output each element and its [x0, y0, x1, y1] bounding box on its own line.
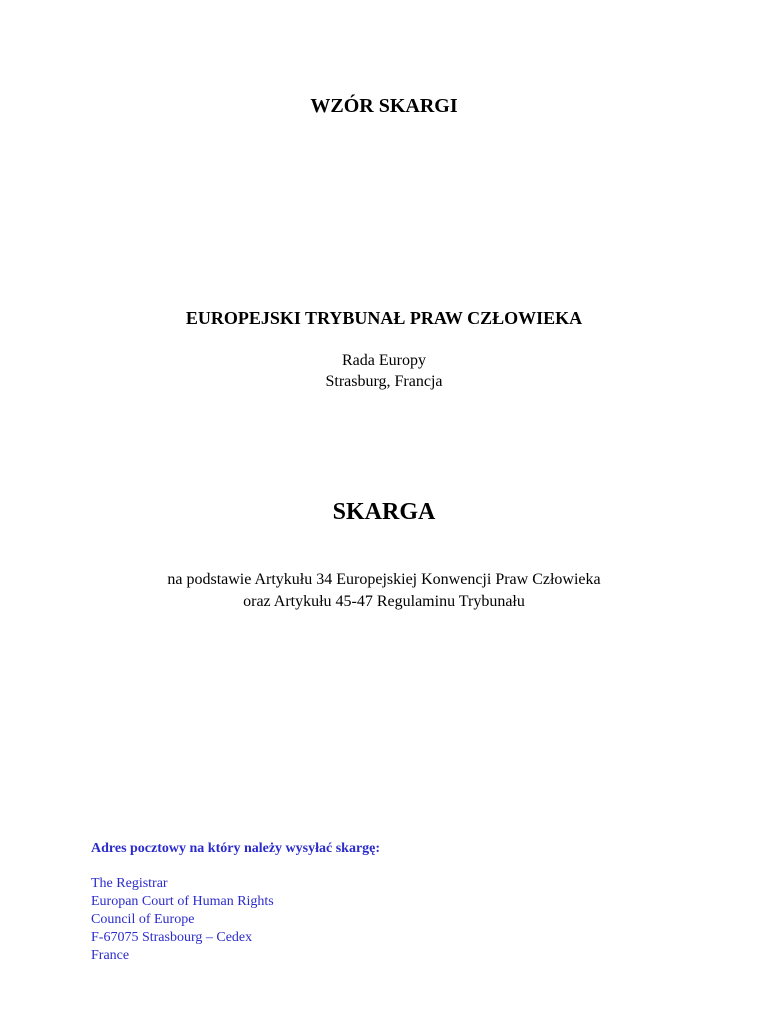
document-title: WZÓR SKARGI	[310, 95, 458, 117]
address-line-registrar: The Registrar	[91, 876, 168, 891]
address-line-country: France	[91, 948, 130, 963]
court-location: Strasburg, Francja	[325, 373, 443, 390]
address-line-postcode-city: F-67075 Strasbourg – Cedex	[91, 930, 253, 945]
postal-address-block	[91, 840, 380, 965]
legal-basis-line-1: na podstawie Artykułu 34 Europejskiej Konwencji Praw Człowieka	[167, 571, 601, 588]
postal-address-heading: Adres pocztowy na który należy wysyłać skargę:	[91, 841, 381, 856]
complaint-heading: SKARGA	[332, 499, 436, 525]
court-name: EUROPEJSKI TRYBUNAŁ PRAW CZŁOWIEKA	[185, 308, 583, 328]
address-line-council: Council of Europe	[91, 912, 195, 927]
council-name: Rada Europy	[342, 352, 426, 369]
legal-basis-line-2: oraz Artykułu 45-47 Regulaminu Trybunału	[243, 593, 525, 610]
address-line-court: Europan Court of Human Rights	[91, 894, 274, 909]
